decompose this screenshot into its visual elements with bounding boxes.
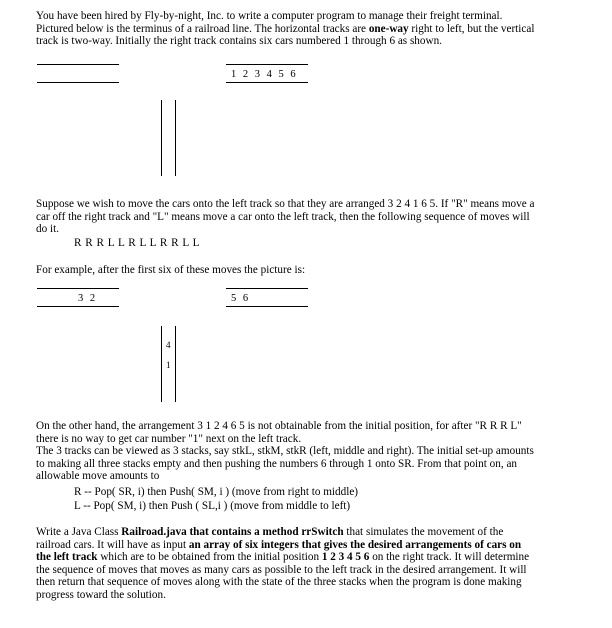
right-track-cars: 1 2 3 4 5 6 xyxy=(231,69,298,80)
suppose-line-1: Suppose we wish to move the cars onto the left track so that they are arranged 3 2 4 1 6 5. If "R" means move a xyxy=(36,198,535,210)
assignment-line-1 xyxy=(36,526,584,539)
right-track-bottom-rail xyxy=(226,82,308,83)
assignment-line-6: progress toward the solution. xyxy=(36,588,166,601)
left-track-emphasis: the left track xyxy=(36,551,98,564)
assignment-paragraph xyxy=(36,526,584,602)
left-track-bottom-rail xyxy=(37,82,119,83)
left-track-top-rail xyxy=(37,288,119,289)
stack-explanation-paragraph xyxy=(36,420,584,483)
initial-position-emphasis: 1 2 3 4 5 6 xyxy=(321,551,370,564)
left-track-bottom-rail xyxy=(37,306,119,307)
other-line-5: allowable move amounts to xyxy=(36,470,160,483)
one-way-emphasis: one-way xyxy=(368,22,409,35)
assignment-line-1-text: Write a Java Class xyxy=(36,526,122,538)
assignment-line-3-text: which are to be obtained from the initial position xyxy=(97,551,322,564)
left-track-top-rail xyxy=(37,64,119,65)
assignment-line-4: the sequence of moves that moves as many cars as possible to the left track in the desired arrangement. It will xyxy=(36,563,527,576)
move-l-definition: L -- Pop( SM, i) then Push ( SL,i ) (move from middle to left) xyxy=(74,500,351,512)
right-track-bottom-rail xyxy=(226,306,308,307)
middle-track-right-rail xyxy=(175,100,176,176)
intro-line-1: You have been hired by Fly-by-night, Inc. to write a computer program to manage their freight terminal. xyxy=(36,10,503,22)
intro-line-2-text-end: right to left, but the vertical xyxy=(408,22,535,35)
middle-track-car-bottom: 1 xyxy=(166,360,171,370)
input-emphasis: an array of six integers that gives the desired arrangements of cars on xyxy=(188,538,522,551)
other-line-4: to making all three stacks empty and then pushing the numbers 6 through 1 onto SR. From that point on, an xyxy=(36,457,518,470)
assignment-line-5: then return that sequence of moves along with the state of the three stacks when the program is done making xyxy=(36,576,522,589)
other-line-2: there is no way to get car number "1" next on the left track. xyxy=(36,432,302,445)
left-track-cars: 3 2 xyxy=(78,293,98,304)
move-r-definition: R -- Pop( SR, i) then Push( SM, i ) (move from right to middle) xyxy=(74,486,359,498)
middle-track-right-rail xyxy=(175,326,176,402)
assignment-line-2-text: railroad cars. It will have as input xyxy=(36,538,189,551)
assignment-line-3-text-end: on the right track. It will determine xyxy=(369,551,530,564)
other-line-1: On the other hand, the arrangement 3 1 2 4 6 5 is not obtainable from the initial position, for after "R R R L" xyxy=(36,420,522,432)
intro-line-3: track is two-way. Initially the right track contains six cars numbered 1 through 6 as shown. xyxy=(36,35,442,48)
class-name-emphasis: Railroad.java that contains a method rrSwitch xyxy=(121,526,344,538)
move-sequence: R R R L L R L L R R L L xyxy=(74,237,200,249)
assignment-line-1-text-end: that simulates the movement of the xyxy=(343,526,504,538)
right-track-top-rail xyxy=(226,288,308,289)
intro-line-2 xyxy=(36,23,584,36)
suppose-line-2: car off the right track and "L" means move a car onto the left track, then the following sequence of moves will xyxy=(36,210,530,223)
assignment-line-2 xyxy=(36,539,584,552)
assignment-line-3 xyxy=(36,551,584,564)
example-line: For example, after the first six of these moves the picture is: xyxy=(36,264,306,276)
suppose-paragraph xyxy=(36,198,584,236)
middle-track-car-top: 4 xyxy=(166,340,171,350)
intro-line-2-text: Pictured below is the terminus of a railroad line. The horizontal tracks are xyxy=(36,22,369,35)
middle-track-left-rail xyxy=(161,326,162,402)
suppose-line-3: do it. xyxy=(36,223,59,236)
other-line-3: The 3 tracks can be viewed as 3 stacks, say stkL, stkM, stkR (left, middle and right). The initial set-up amounts xyxy=(36,445,534,458)
intro-paragraph xyxy=(36,10,584,48)
right-track-top-rail xyxy=(226,64,308,65)
right-track-cars: 5 6 xyxy=(231,293,251,304)
middle-track-left-rail xyxy=(161,100,162,176)
